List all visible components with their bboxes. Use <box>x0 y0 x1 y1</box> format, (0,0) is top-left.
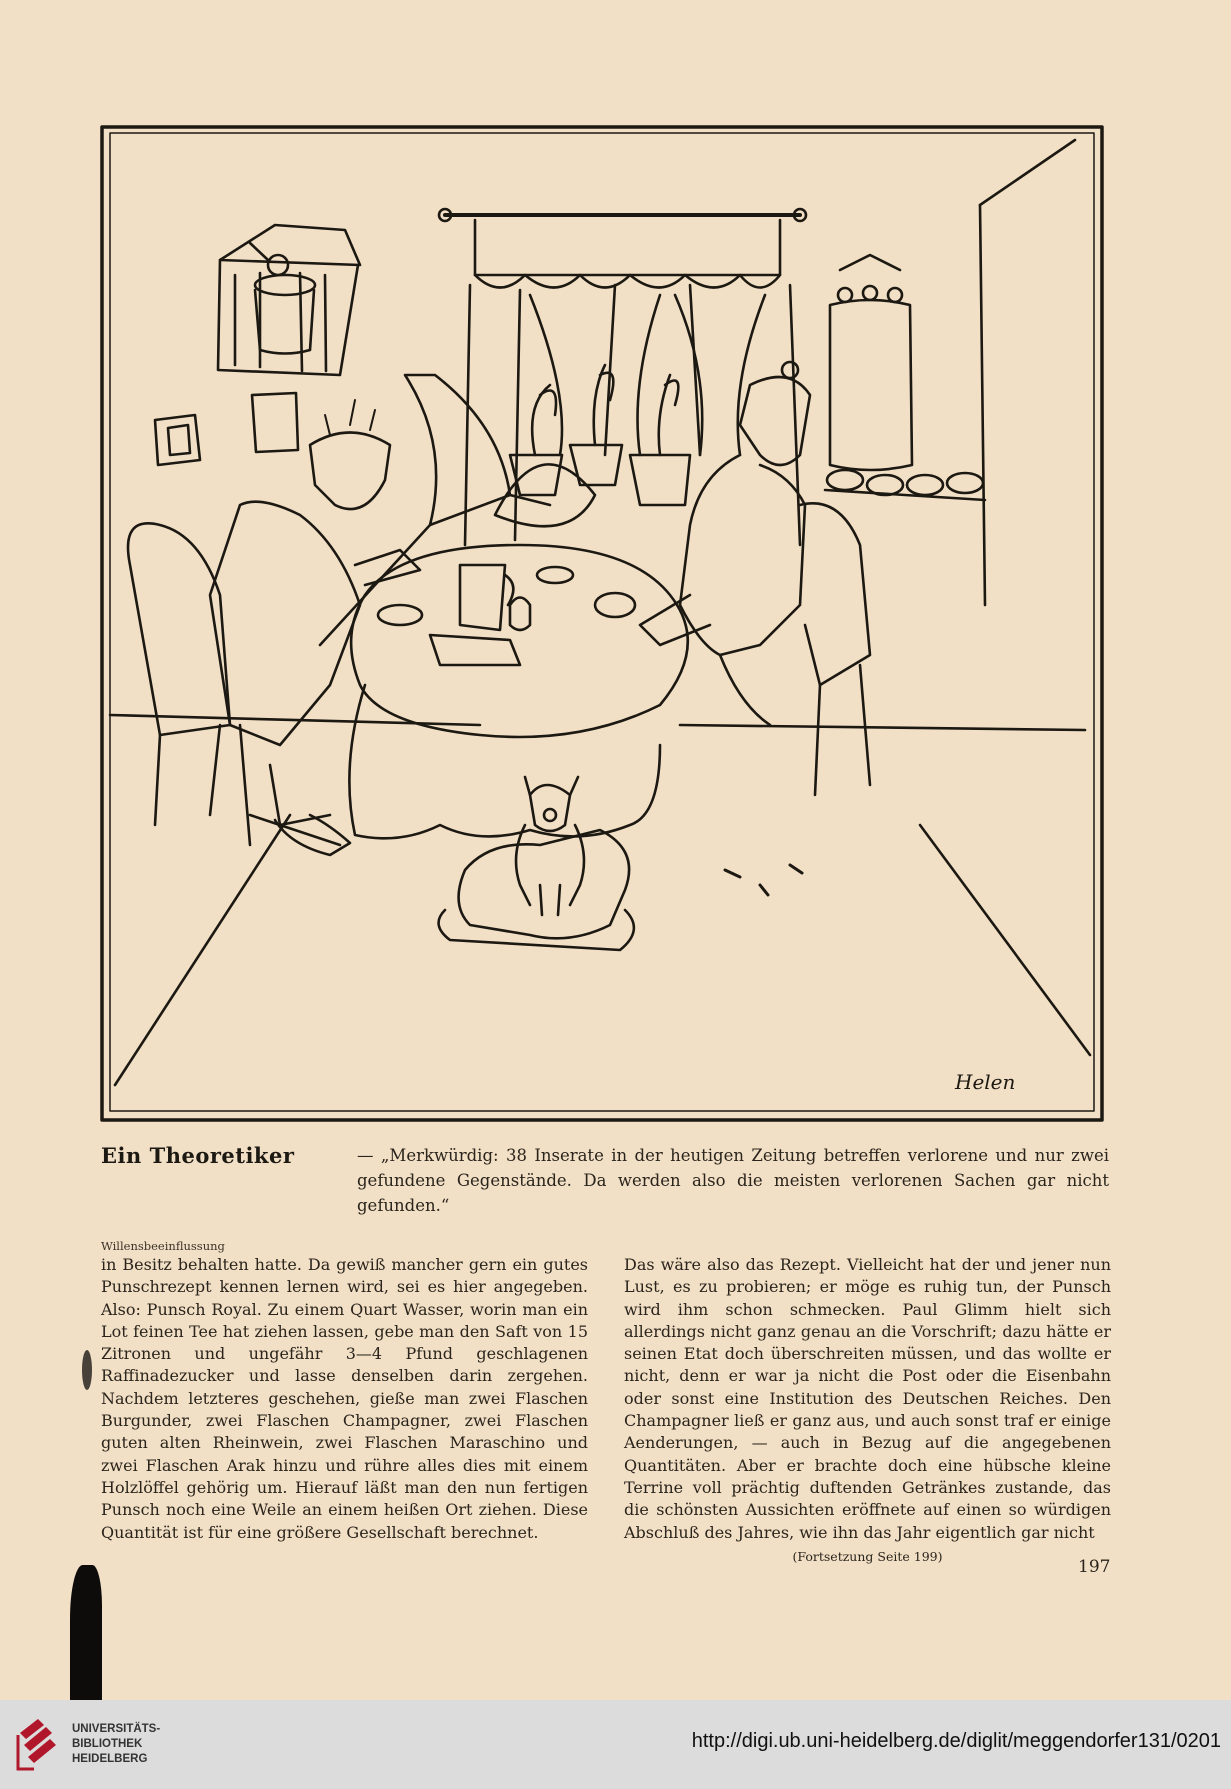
article-column-right <box>624 1238 1111 1568</box>
binding-stain <box>70 1565 102 1700</box>
page-number: 197 <box>1078 1557 1111 1577</box>
artist-signature: Helen <box>955 1070 1016 1094</box>
library-logo-icon <box>14 1713 66 1773</box>
library-name-line3: HEIDELBERG <box>72 1753 148 1765</box>
cartoon-illustration <box>100 125 1105 1125</box>
continuation-note: (Fortsetzung Seite 199) <box>792 1548 943 1564</box>
column-text-right: Das wäre also das Rezept. Vielleicht hat der und jener nun Lust, es zu probieren; er möge es ruhig tun, der Punsch wird ihm schon schmecken. Paul Glimm hielt sich allerdings nicht ganz genau an die Vorschrift; dazu hätte er seinen Etat doch überschreiten müssen, und das wollte er nicht, denn er war ja nicht die Post oder die Eisenbahn oder sonst eine Institution des Deutschen Reiches. Den Champagner ließ er ganz aus, und auch sonst traf er einige Aenderungen, — auch in Bezug auf die angegebenen Quantitäten. Aber er brachte doch eine hübsche kleine Terrine voll prächtig duftenden Getränkes zustande, das die schönsten Aussichten eröffnete auf einen so würdigen Abschluß des Jahres, wie ihn das Jahr eigentlich gar nicht <box>624 1255 1111 1542</box>
column-text-left: in Besitz behalten hatte. Da gewiß mancher gern ein gutes Punschrezept kennen lernen wird, sei es hier angegeben. Also: Punsch Royal. Zu einem Quart Wasser, worin man ein Lot feinen Tee hat ziehen lassen, gebe man den Saft von 15 Zitronen und ungefähr 3—4 Pfund geschlagenen Raffinadezucker und lasse denselben darin zergehen. Nachdem letzteres geschehen, gieße man zwei Flaschen Burgunder, zwei Flaschen Champagner, zwei Flaschen guten alten Rheinwein, zwei Flaschen Maraschino und zwei Flaschen Arak hinzu und rühre alles dies mit einem Holzlöffel gehörig um. Hierauf läßt man den nun fertigen Punsch noch eine Weile an einem heißen Ort ziehen. Diese Quantität ist für eine größere Gesellschaft berechnet. <box>101 1255 588 1542</box>
source-url-link[interactable]: http://digi.ub.uni-heidelberg.de/diglit/meggendorfer131/0201 <box>691 1730 1221 1752</box>
caption-text: — „Merkwürdig: 38 Inserate in der heutigen Zeitung betreffen verlorene und nur zwei gefundene Gegenstände. Da werden also die meisten verlorenen Sachen gar nicht gefunden.“ <box>357 1146 1109 1215</box>
binding-stain-small <box>82 1350 92 1390</box>
library-name-line1: UNIVERSITÄTS- <box>72 1723 161 1735</box>
library-footer <box>0 1700 1231 1789</box>
article-column-left <box>101 1238 588 1544</box>
caption-title: Ein Theoretiker <box>101 1143 295 1168</box>
library-name <box>72 1722 160 1767</box>
library-name-line2: BIBLIOTHEK <box>72 1738 143 1750</box>
column-heading: Willensbeeinflussung <box>101 1239 225 1253</box>
